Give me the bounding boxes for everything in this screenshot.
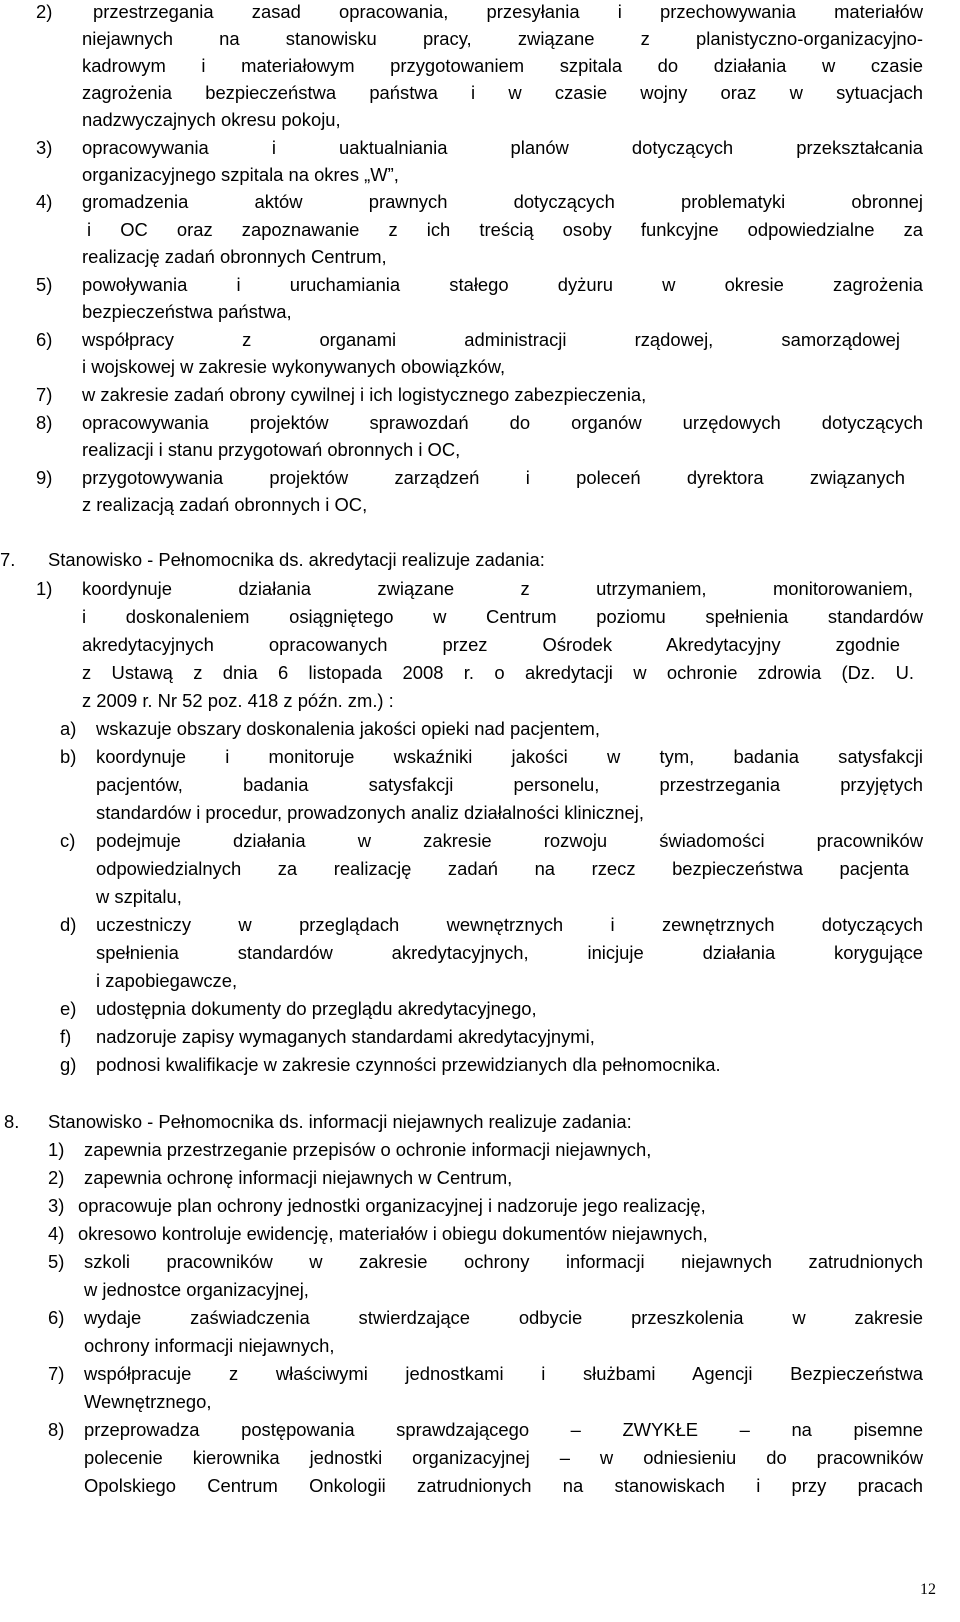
- item-number: 9): [36, 467, 53, 488]
- section-heading: Stanowisko - Pełnomocnika ds. akredytacji realizuje zadania:: [48, 549, 545, 570]
- item-text-line: zapewnia ochronę informacji niejawnych w Centrum,: [84, 1167, 513, 1188]
- item-text-line: koordynuje działania związane z utrzymaniem, monitorowaniem,: [82, 578, 913, 599]
- subitem-letter: f): [60, 1026, 72, 1047]
- item-text-line: przestrzegania zasad opracowania, przesyłania i przechowywania materiałów: [93, 1, 923, 22]
- item-text-line: powoływania i uruchamiania stałego dyżuru w okresie zagrożenia: [82, 274, 923, 295]
- subitem-text-line: i zapobiegawcze,: [96, 970, 238, 991]
- item-text-line: realizacji i stanu przygotowań obronnych i OC,: [82, 439, 461, 460]
- item-text-line: realizację zadań obronnych Centrum,: [82, 246, 387, 267]
- subitem-text-line: wskazuje obszary doskonalenia jakości opieki nad pacjentem,: [96, 718, 600, 739]
- page-number: 12: [920, 1581, 936, 1598]
- item-number: 8): [48, 1419, 65, 1440]
- item-text-line: gromadzenia aktów prawnych dotyczących problematyki obronnej: [82, 191, 923, 212]
- subitem-text-line: podnosi kwalifikacje w zakresie czynności przewidzianych dla pełnomocnika.: [96, 1054, 721, 1075]
- subitem-text-line: nadzoruje zapisy wymaganych standardami akredytacyjnymi,: [96, 1026, 595, 1047]
- item-number: 1): [48, 1139, 65, 1160]
- item-text-line: współpracy z organami administracji rządowej, samorządowej: [82, 329, 900, 350]
- item-text-line: bezpieczeństwa państwa,: [82, 301, 292, 322]
- item-text-line: akredytacyjnych opracowanych przez Ośrodek Akredytacyjny zgodnie: [82, 634, 900, 655]
- item-text-line: w jednostce organizacyjnej,: [84, 1279, 309, 1300]
- subitem-text-line: standardów i procedur, prowadzonych analiz działalności klinicznej,: [96, 802, 644, 823]
- item-number: 8): [36, 412, 53, 433]
- item-text-line: zagrożenia bezpieczeństwa państwa i w czasie wojny oraz w sytuacjach: [82, 82, 923, 103]
- item-text-line: wydaje zaświadczenia stwierdzające odbycie przeszkolenia w zakresie: [84, 1307, 923, 1328]
- item-number: 3): [36, 137, 53, 158]
- item-number: 4): [36, 191, 53, 212]
- item-text-line: z realizacją zadań obronnych i OC,: [82, 494, 368, 515]
- item-text-line: opracowywania projektów sprawozdań do organów urzędowych dotyczących: [82, 412, 923, 433]
- subitem-letter: b): [60, 746, 77, 767]
- item-text-line: i wojskowej w zakresie wykonywanych obowiązków,: [82, 356, 506, 377]
- item-text-line: zapewnia przestrzeganie przepisów o ochronie informacji niejawnych,: [84, 1139, 652, 1160]
- item-number: 5): [48, 1251, 65, 1272]
- section-number: 7.: [0, 549, 16, 570]
- item-text-line: niejawnych na stanowisku pracy, związane z planistyczno-organizacyjno-: [82, 28, 923, 49]
- subitem-letter: a): [60, 718, 77, 739]
- item-number: 1): [36, 578, 53, 599]
- item-text-line: organizacyjnego szpitala na okres „W”,: [82, 164, 399, 185]
- item-text-line: opracowywania i uaktualniania planów dotyczących przekształcania: [82, 137, 923, 158]
- subitem-text-line: odpowiedzialnych za realizację zadań na rzecz bezpieczeństwa pacjenta: [96, 858, 909, 879]
- item-text-line: przygotowywania projektów zarządzeń i poleceń dyrektora związanych: [82, 467, 905, 488]
- item-number: 7): [36, 384, 53, 405]
- item-number: 7): [48, 1363, 65, 1384]
- item-text-line: opracowuje plan ochrony jednostki organizacyjnej i nadzoruje jego realizację,: [78, 1195, 706, 1216]
- subitem-text-line: udostępnia dokumenty do przeglądu akredytacyjnego,: [96, 998, 537, 1019]
- subitem-letter: d): [60, 914, 77, 935]
- item-text-line: Opolskiego Centrum Onkologii zatrudnionych na stanowiskach i przy pracach: [84, 1475, 923, 1496]
- subitem-letter: e): [60, 998, 77, 1019]
- item-text-line: kadrowym i materiałowym przygotowaniem szpitala do działania w czasie: [82, 55, 923, 76]
- subitem-letter: g): [60, 1054, 77, 1075]
- item-number: 2): [36, 1, 53, 22]
- item-number: 6): [48, 1307, 65, 1328]
- item-text-line: okresowo kontroluje ewidencję, materiałów i obiegu dokumentów niejawnych,: [78, 1223, 708, 1244]
- section-heading: Stanowisko - Pełnomocnika ds. informacji niejawnych realizuje zadania:: [48, 1111, 632, 1132]
- item-number: 2): [48, 1167, 65, 1188]
- item-number: 5): [36, 274, 53, 295]
- subitem-text-line: w szpitalu,: [96, 886, 182, 907]
- item-text-line: polecenie kierownika jednostki organizacyjnej – w odniesieniu do pracowników: [84, 1447, 923, 1468]
- item-text-line: ochrony informacji niejawnych,: [84, 1335, 335, 1356]
- item-text-line: i doskonaleniem osiągniętego w Centrum poziomu spełnienia standardów: [82, 606, 923, 627]
- item-number: 4): [48, 1223, 65, 1244]
- item-number: 6): [36, 329, 53, 350]
- subitem-text-line: podejmuje działania w zakresie rozwoju świadomości pracowników: [96, 830, 923, 851]
- subitem-text-line: koordynuje i monitoruje wskaźniki jakości w tym, badania satysfakcji: [96, 746, 923, 767]
- item-text-line: z 2009 r. Nr 52 poz. 418 z późn. zm.) :: [82, 690, 394, 711]
- subitem-text-line: spełnienia standardów akredytacyjnych, inicjuje działania korygujące: [96, 942, 923, 963]
- item-text-line: Wewnętrznego,: [84, 1391, 212, 1412]
- item-text-line: w zakresie zadań obrony cywilnej i ich logistycznego zabezpieczenia,: [82, 384, 647, 405]
- item-text-line: i OC oraz zapoznawanie z ich treścią osoby funkcyjne odpowiedzialne za: [87, 219, 923, 240]
- item-text-line: współpracuje z właściwymi jednostkami i służbami Agencji Bezpieczeństwa: [84, 1363, 923, 1384]
- item-text-line: nadzwyczajnych okresu pokoju,: [82, 109, 341, 130]
- item-text-line: przeprowadza postępowania sprawdzającego – ZWYKŁE – na pisemne: [84, 1419, 923, 1440]
- subitem-text-line: pacjentów, badania satysfakcji personelu, przestrzegania przyjętych: [96, 774, 923, 795]
- subitem-text-line: uczestniczy w przeglądach wewnętrznych i zewnętrznych dotyczących: [96, 914, 923, 935]
- item-text-line: szkoli pracowników w zakresie ochrony informacji niejawnych zatrudnionych: [84, 1251, 923, 1272]
- item-text-line: z Ustawą z dnia 6 listopada 2008 r. o akredytacji w ochronie zdrowia (Dz. U.: [82, 662, 914, 683]
- subitem-letter: c): [60, 830, 76, 851]
- item-number: 3): [48, 1195, 65, 1216]
- section-number: 8.: [4, 1111, 20, 1132]
